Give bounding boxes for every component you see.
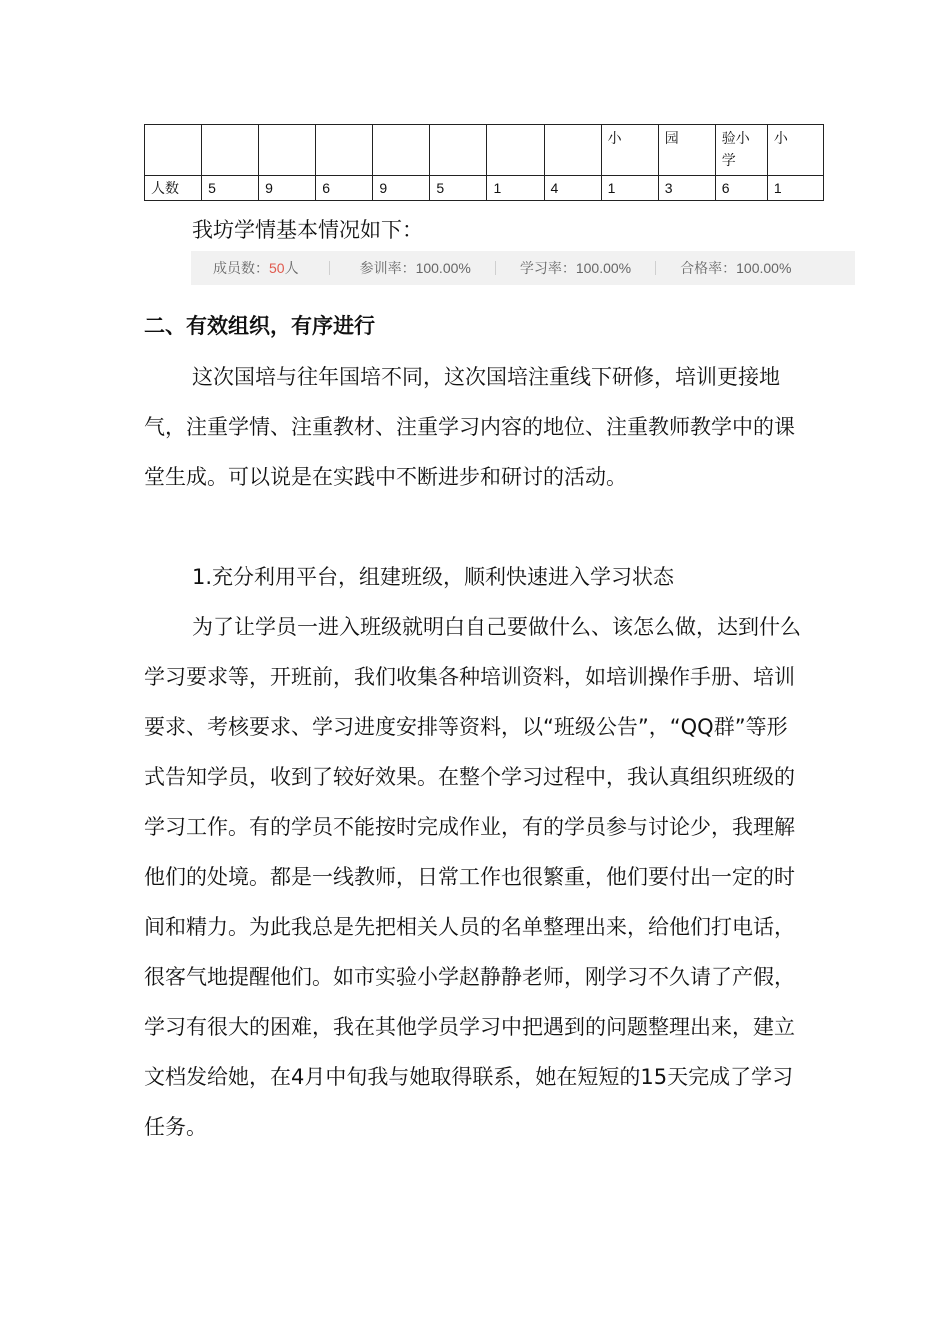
- table-cell: [544, 125, 601, 176]
- table-cell: 5: [430, 176, 487, 201]
- subheading-paragraph: 1.充分利用平台，组建班级，顺利快速进入学习状态: [192, 565, 675, 589]
- table-cell: [373, 125, 430, 176]
- table-row-count: [145, 176, 824, 201]
- section-heading: 二、有效组织，有序进行: [144, 314, 375, 338]
- stat-members-value: 50: [269, 260, 285, 276]
- stat-participation: 参训率：100.00%: [359, 260, 471, 276]
- stat-members-label: 成员数：: [213, 260, 269, 276]
- table-cell: [430, 125, 487, 176]
- paragraph-intro: 这次国培与往年国培不同，这次国培注重线下研修，培训更接地气，注重学情、注重教材、注重学习内容的地位、注重教师教学中的课堂生成。可以说是在实践中不断进步和研讨的活动。: [144, 365, 795, 489]
- table-cell: 6: [715, 176, 767, 201]
- table-cell: [316, 125, 373, 176]
- stats-bar: [191, 251, 855, 285]
- divider: [329, 261, 330, 275]
- table-cell: 4: [544, 176, 601, 201]
- table-cell: 3: [658, 176, 715, 201]
- table-cell: 小: [601, 125, 658, 176]
- intro-text: 我坊学情基本情况如下：: [192, 218, 423, 242]
- divider: [495, 261, 496, 275]
- table-cell: 9: [373, 176, 430, 201]
- table-cell-header: 人数: [145, 176, 202, 201]
- table-cell: 5: [202, 176, 259, 201]
- paragraph-body: 为了让学员一进入班级就明白自己要做什么、该怎么做，达到什么学习要求等，开班前，我们收集各种培训资料，如培训操作手册、培训要求、考核要求、学习进度安排等资料，以“班级公告”，“QQ群”等形式告知学员，收到了较好效果。在整个学习过程中，我认真组织班级的学习工作。有的学员不能按时完成作业，有的学员参与讨论少，我理解他们的处境。都是一线教师，日常工作也很繁重，他们要付出一定的时间和精力。为此我总是先把相关人员的名单整理出来，给他们打电话，很客气地提醒他们。如市实验小学赵静静老师，刚学习不久请了产假，学习有很大的困难，我在其他学员学习中把遇到的问题整理出来，建立文档发给她，在4月中旬我与她取得联系，她在短短的15天完成了学习任务。: [144, 615, 801, 1139]
- table-cell: 1: [487, 176, 544, 201]
- table-row-top: [145, 125, 824, 176]
- table-cell: 1: [767, 176, 823, 201]
- divider: [655, 261, 656, 275]
- stat-members: [213, 258, 299, 278]
- stat-study-rate: 学习率：100.00%: [519, 260, 632, 276]
- stats-table: [144, 124, 824, 201]
- table-cell: 小: [767, 125, 823, 176]
- stat-members-unit: 人: [284, 260, 299, 276]
- table-cell: 园: [658, 125, 715, 176]
- stat-pass-rate: 合格率：100.00%: [680, 260, 792, 276]
- table-cell: [259, 125, 316, 176]
- table-cell: 9: [259, 176, 316, 201]
- table-cell: 验小学: [715, 125, 767, 176]
- table-cell: [145, 125, 202, 176]
- table-cell: 6: [316, 176, 373, 201]
- table-cell: 1: [601, 176, 658, 201]
- table-cell: [487, 125, 544, 176]
- table-cell: [202, 125, 259, 176]
